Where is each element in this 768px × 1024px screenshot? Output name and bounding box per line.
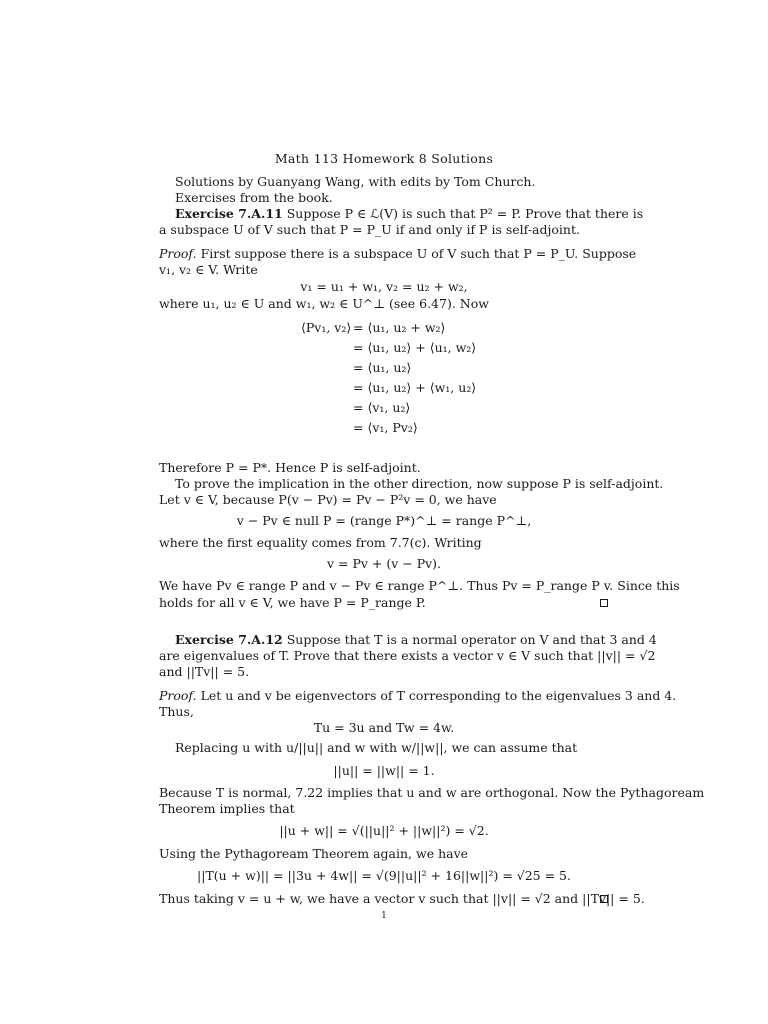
converse-line-2: Let v ∈ V, because P(v − Pv) = Pv − P²v = 0, we have <box>159 492 497 507</box>
proof-1-text: First suppose there is a subspace U of V such that P = P_U. Suppose <box>200 246 637 261</box>
exercise-1-heading: Exercise 7.A.11 <box>175 206 283 221</box>
equation-null: v − Pv ∈ null P = (range P*)^⊥ = range P^⊥, <box>236 513 532 528</box>
proof-2-line-2: Thus, <box>159 704 194 719</box>
again-line: Using the Pythagoream Theorem again, we have <box>159 846 469 861</box>
align-row: = ⟨v₁, Pv₂⟩ <box>353 420 418 435</box>
equation-write: v₁ = u₁ + w₁, v₂ = u₂ + w₂, <box>300 279 468 294</box>
therefore-line: Therefore P = P*. Hence P is self-adjoint. <box>159 460 421 475</box>
equation-norm: ||u|| = ||w|| = 1. <box>333 763 435 778</box>
proof-label: Proof. <box>159 246 197 261</box>
proof-1-line-1 <box>159 246 636 262</box>
exercise-2-statement-3: and ||Tv|| = 5. <box>159 664 250 679</box>
proof-2-text: Let u and v be eigenvectors of T corresponding to the eigenvalues 3 and 4. <box>200 688 677 703</box>
align-row: = ⟨u₁, u₂⟩ + ⟨w₁, u₂⟩ <box>353 380 477 395</box>
equation-tv: ||T(u + w)|| = ||3u + 4w|| = √(9||u||² + 16||w||²) = √25 = 5. <box>197 868 571 883</box>
proof-label: Proof. <box>159 688 197 703</box>
exercise-2-statement-2: are eigenvalues of T. Prove that there exists a vector v ∈ V such that ||v|| = √2 <box>159 648 656 663</box>
final-line: Thus taking v = u + w, we have a vector v such that ||v|| = √2 and ||Tv|| = 5. <box>159 891 645 906</box>
source-line: Exercises from the book. <box>175 190 333 205</box>
exercise-1-statement-text: Suppose P ∈ ℒ(V) is such that P² = P. Prove that there is <box>286 206 644 221</box>
exercise-2-statement-line <box>175 632 657 648</box>
equation-pythagorean: ||u + w|| = √(||u||² + ||w||²) = √2. <box>279 823 489 838</box>
qed-box <box>600 599 608 607</box>
author-line: Solutions by Guanyang Wang, with edits by Tom Church. <box>175 174 536 189</box>
exercise-2-statement-text: Suppose that T is a normal operator on V and that 3 and 4 <box>286 632 657 647</box>
normal-line-2: Theorem implies that <box>159 801 295 816</box>
align-row: = ⟨u₁, u₂⟩ + ⟨u₁, w₂⟩ <box>353 340 477 355</box>
converse-line-1: To prove the implication in the other direction, now suppose P is self-adjoint. <box>175 476 664 491</box>
equation-decomposition: v = Pv + (v − Pv). <box>326 556 442 571</box>
page-number: 1 <box>381 911 387 921</box>
replacing-line: Replacing u with u/||u|| and w with w/||w||, we can assume that <box>175 740 578 755</box>
conclusion-line-1: We have Pv ∈ range P and v − Pv ∈ range P^⊥. Thus Pv = P_range P v. Since this <box>159 578 680 593</box>
normal-line-1: Because T is normal, 7.22 implies that u and w are orthogonal. Now the Pythagoream <box>159 785 705 800</box>
align-row: = ⟨u₁, u₂⟩ <box>353 360 412 375</box>
align-row: = ⟨v₁, u₂⟩ <box>353 400 411 415</box>
page-title: Math 113 Homework 8 Solutions <box>274 151 494 166</box>
equation-eigen: Tu = 3u and Tw = 4w. <box>313 720 455 735</box>
exercise-1-statement-2: a subspace U of V such that P = P_U if and only if P is self-adjoint. <box>159 222 580 237</box>
exercise-2-heading: Exercise 7.A.12 <box>175 632 283 647</box>
where-line: where u₁, u₂ ∈ U and w₁, w₂ ∈ U^⊥ (see 6.47). Now <box>159 296 489 311</box>
exercise-1-statement-line <box>175 206 643 222</box>
align-row: = ⟨u₁, u₂ + w₂⟩ <box>353 320 446 335</box>
conclusion-line-2: holds for all v ∈ V, we have P = P_range P. <box>159 595 426 610</box>
align-lhs: ⟨Pv₁, v₂⟩ <box>301 320 352 335</box>
proof-2-line-1 <box>159 688 676 704</box>
first-equality-line: where the first equality comes from 7.7(c). Writing <box>159 535 482 550</box>
qed-box <box>600 895 608 903</box>
proof-1-line-2: v₁, v₂ ∈ V. Write <box>159 262 258 277</box>
